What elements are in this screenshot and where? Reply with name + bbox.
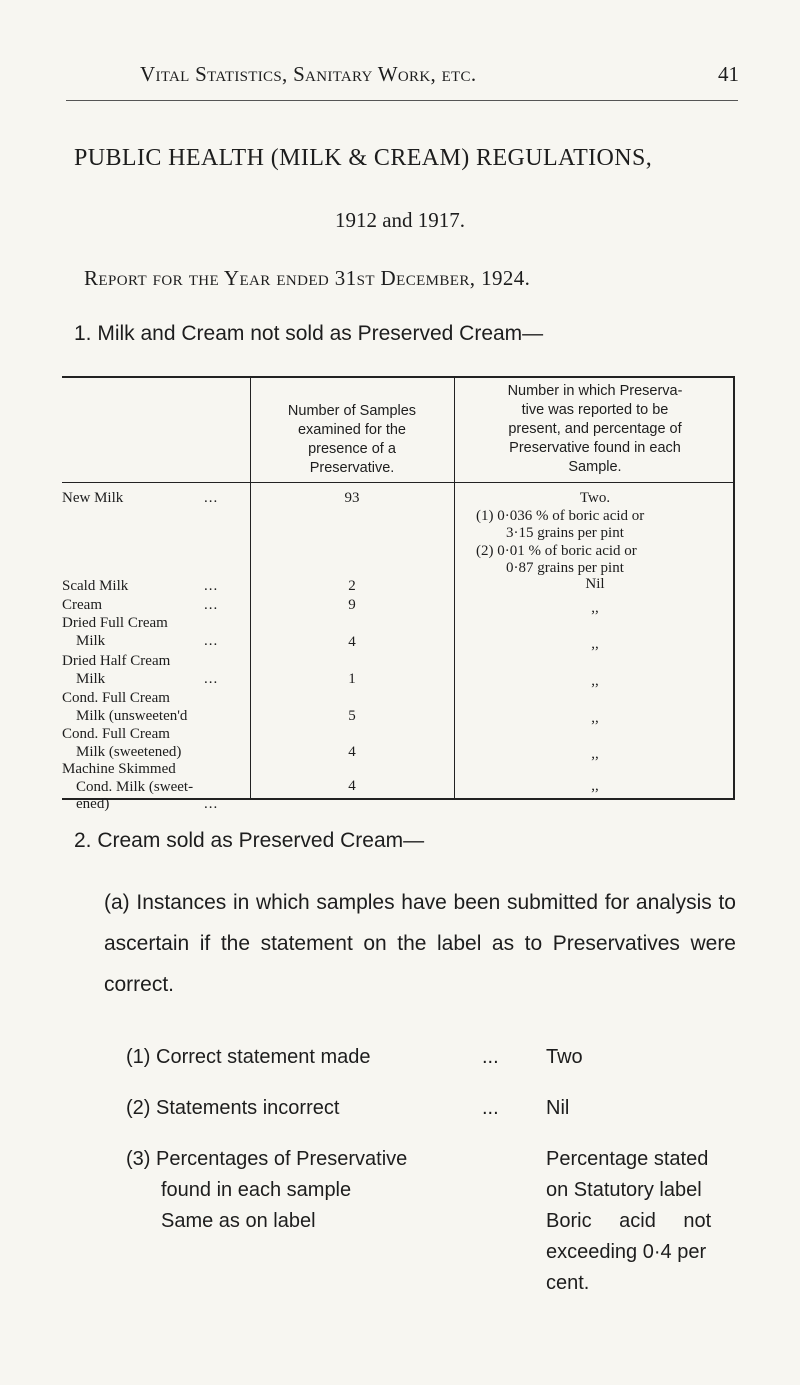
list-item: (2) Statements incorrect: [126, 1097, 340, 1119]
header-line: Sample.: [568, 459, 622, 475]
table-cell-result: ,,: [591, 778, 599, 794]
table-row-label: New Milk ...: [62, 490, 219, 506]
table-cell-count: 4: [348, 778, 356, 794]
table-cell-count: 5: [348, 708, 356, 724]
list-item-value: Percentage stated on Statutory label Boric acid not exceeding 0·4 per cent.: [546, 1148, 712, 1294]
table-row-label: Dried Full Cream Milk ...: [62, 615, 219, 649]
column-divider: [250, 378, 251, 798]
header-line: tive was reported to be: [521, 402, 669, 418]
section-2-paragraph: (a) Instances in which samples have been submitted for analysis to ascertain if the statement on the label as to Preservatives were correct.: [104, 891, 736, 996]
document-title: PUBLIC HEALTH (MILK & CREAM) REGULATIONS,: [74, 145, 653, 171]
samples-table: [62, 376, 735, 812]
header-rule: [66, 100, 738, 101]
table-cell-result: ,,: [591, 673, 599, 689]
header-preservative-found: [456, 382, 734, 477]
header-line: Preservative found in each: [509, 440, 681, 456]
table-cell-count: 2: [348, 578, 356, 594]
table-row-label: Cond. Full Cream Milk (unsweeten'd: [62, 690, 188, 724]
table-row-label: Cond. Full Cream Milk (sweetened): [62, 726, 182, 760]
header-line: examined for the: [297, 422, 406, 438]
table-cell-count: 4: [348, 744, 356, 760]
list-item-dots: ...: [482, 1046, 499, 1068]
header-line: Number in which Preserva-: [507, 383, 683, 399]
table-cell-result: ,,: [591, 600, 599, 616]
table-cell-count: 9: [348, 597, 356, 613]
section-2-heading: 2. Cream sold as Preserved Cream—: [74, 829, 425, 852]
table-row-label: Machine Skimmed Cond. Milk (sweet- ened) ...: [62, 761, 219, 812]
list-item: (1) Correct statement made: [126, 1046, 371, 1068]
report-line: Report for the Year ended 31st December, 1924.: [84, 266, 531, 290]
table-cell-result: ,,: [591, 636, 599, 652]
list-item-value: Nil: [546, 1097, 570, 1119]
section-1-heading: 1. Milk and Cream not sold as Preserved Cream—: [74, 322, 544, 345]
column-divider: [454, 378, 455, 798]
table-cell-count: 1: [348, 671, 356, 687]
table-cell-count: 93: [344, 490, 360, 506]
table-row-label: Cream ...: [62, 597, 219, 613]
regulation-years: 1912 and 1917.: [334, 208, 466, 232]
table-cell-count: 4: [348, 634, 356, 650]
header-line: present, and percentage of: [508, 421, 682, 437]
table-cell-result: Two. (1) 0·036 % of boric acid or 3·15 grains per pint (2) 0·01 % of boric acid or 0·87 grains per pint: [476, 490, 645, 576]
list-item-dots: ...: [482, 1097, 499, 1119]
header-samples-examined: [252, 402, 452, 478]
running-head-title: Vital Statistics, Sanitary Work, etc.: [140, 62, 477, 86]
table-cell-result: ,,: [591, 710, 599, 726]
table-cell-result: ,,: [591, 746, 599, 762]
header-line: presence of a: [308, 441, 396, 457]
page-number: 41: [718, 62, 739, 86]
header-line: Preservative.: [309, 460, 395, 476]
table-row-label: Scald Milk ...: [62, 578, 219, 594]
header-divider: [62, 482, 735, 483]
table-row-label: Dried Half Cream Milk ...: [62, 653, 219, 687]
header-line: Number of Samples: [287, 403, 417, 419]
table-cell-result: Nil: [585, 576, 605, 592]
list-item: (3) Percentages of Preservative found in each sample Same as on label: [126, 1148, 408, 1232]
list-item-value: Two: [546, 1046, 583, 1068]
